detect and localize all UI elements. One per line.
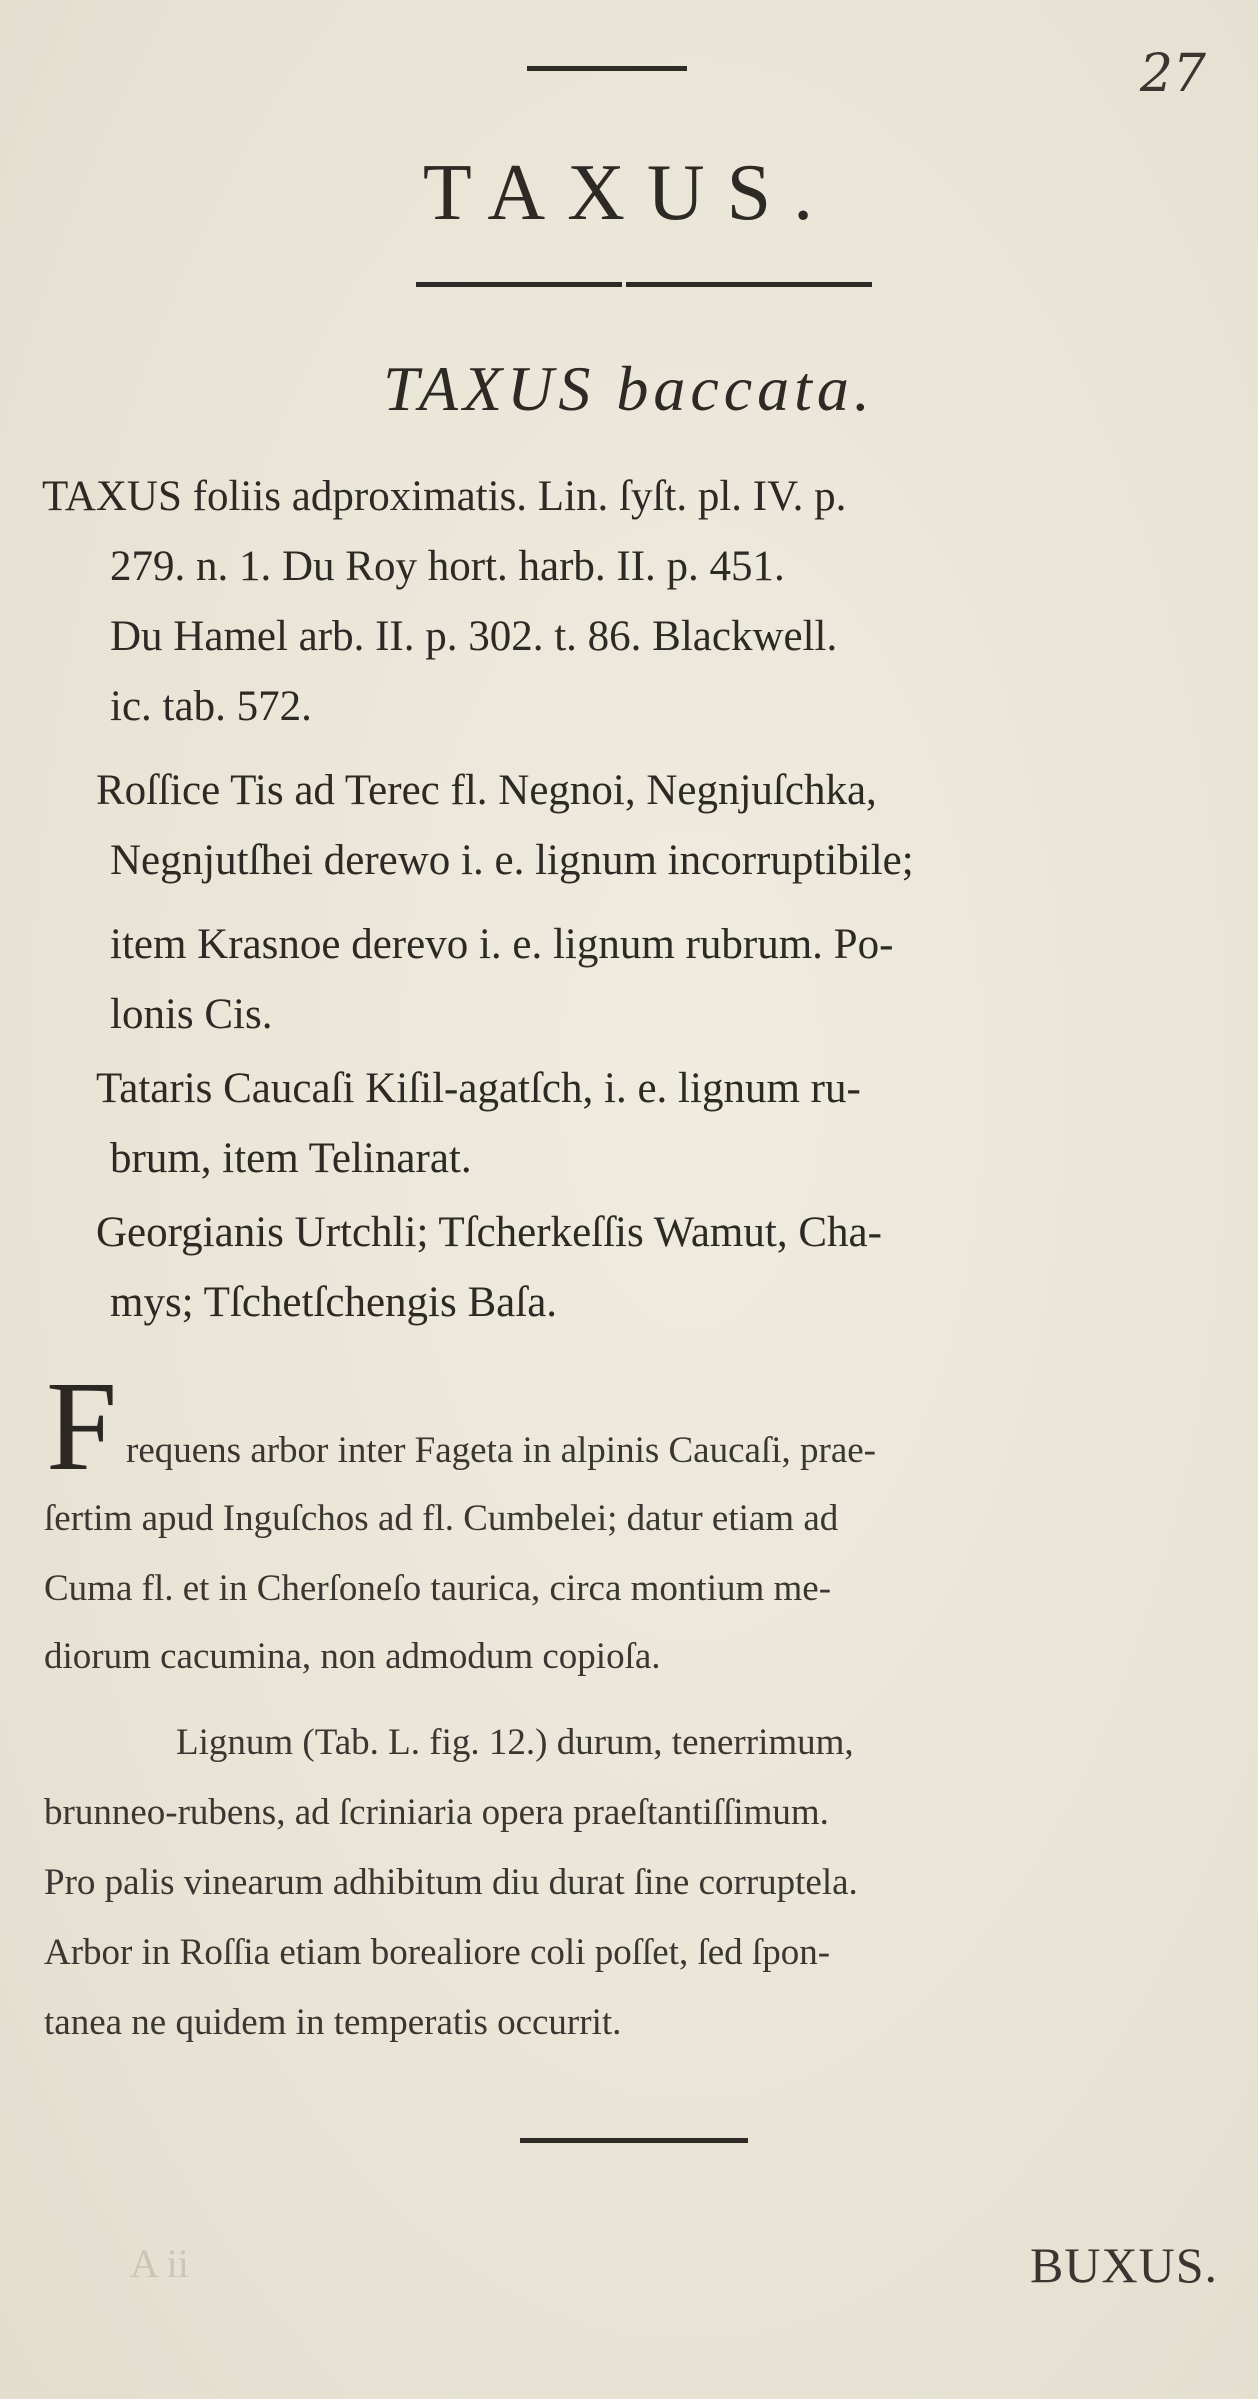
- description-line: brunneo-rubens, ad ſcriniaria opera praeſtantiſſimum.: [44, 1792, 829, 1833]
- synonymy-line: Tataris Caucaſi Kiſil-agatſch, i. e. lignum ru-: [96, 1065, 861, 1112]
- signature-mark: A ii: [130, 2241, 189, 2286]
- description-line: ſertim apud Inguſchos ad fl. Cumbelei; datur etiam ad: [44, 1498, 839, 1539]
- synonymy-line: 279. n. 1. Du Roy hort. harb. II. p. 451.: [110, 543, 785, 590]
- title-rule-right: [626, 282, 872, 287]
- synonymy-line: brum, item Telinarat.: [110, 1135, 472, 1182]
- section-title: TAXUS.: [422, 149, 836, 237]
- description-line: Cuma fl. et in Cherſoneſo taurica, circa montium me-: [44, 1568, 832, 1609]
- species-name: TAXUS baccata.: [383, 353, 875, 424]
- synonymy-line: Du Hamel arb. II. p. 302. t. 86. Blackwell.: [110, 613, 838, 660]
- description-line: requens arbor inter Fageta in alpinis Caucaſi, prae-: [126, 1430, 876, 1471]
- footer-rule: [520, 2138, 748, 2143]
- header-rule: [527, 66, 687, 71]
- page-number: 27: [1139, 44, 1206, 104]
- description-line: tanea ne quidem in temperatis occurrit.: [44, 2002, 622, 2043]
- synonymy-line: mys; Tſchetſchengis Baſa.: [110, 1279, 558, 1326]
- drop-cap: F: [46, 1355, 118, 1497]
- synonymy-line: item Krasnoe derevo i. e. lignum rubrum. Po-: [110, 921, 894, 968]
- synonymy-line: TAXUS foliis adproximatis. Lin. ſyſt. pl. IV. p.: [42, 473, 847, 520]
- catchword: BUXUS.: [1030, 2237, 1218, 2293]
- synonymy-line: Georgianis Urtchli; Tſcherkeſſis Wamut, Cha-: [96, 1209, 882, 1256]
- synonymy-line: ic. tab. 572.: [110, 683, 312, 730]
- title-rule-left: [416, 282, 622, 287]
- description-line: diorum cacumina, non admodum copioſa.: [44, 1636, 661, 1677]
- description-line: Pro palis vinearum adhibitum diu durat ſine corruptela.: [44, 1862, 858, 1903]
- synonymy-line: Negnjutſhei derewo i. e. lignum incorruptibile;: [110, 837, 914, 884]
- description-line: Arbor in Roſſia etiam borealiore coli poſſet, ſed ſpon-: [44, 1932, 831, 1973]
- synonymy-line: Roſſice Tis ad Terec fl. Negnoi, Negnjuſchka,: [96, 767, 877, 814]
- synonymy-line: lonis Cis.: [110, 991, 273, 1038]
- description-line: Lignum (Tab. L. fig. 12.) durum, tenerrimum,: [176, 1722, 854, 1763]
